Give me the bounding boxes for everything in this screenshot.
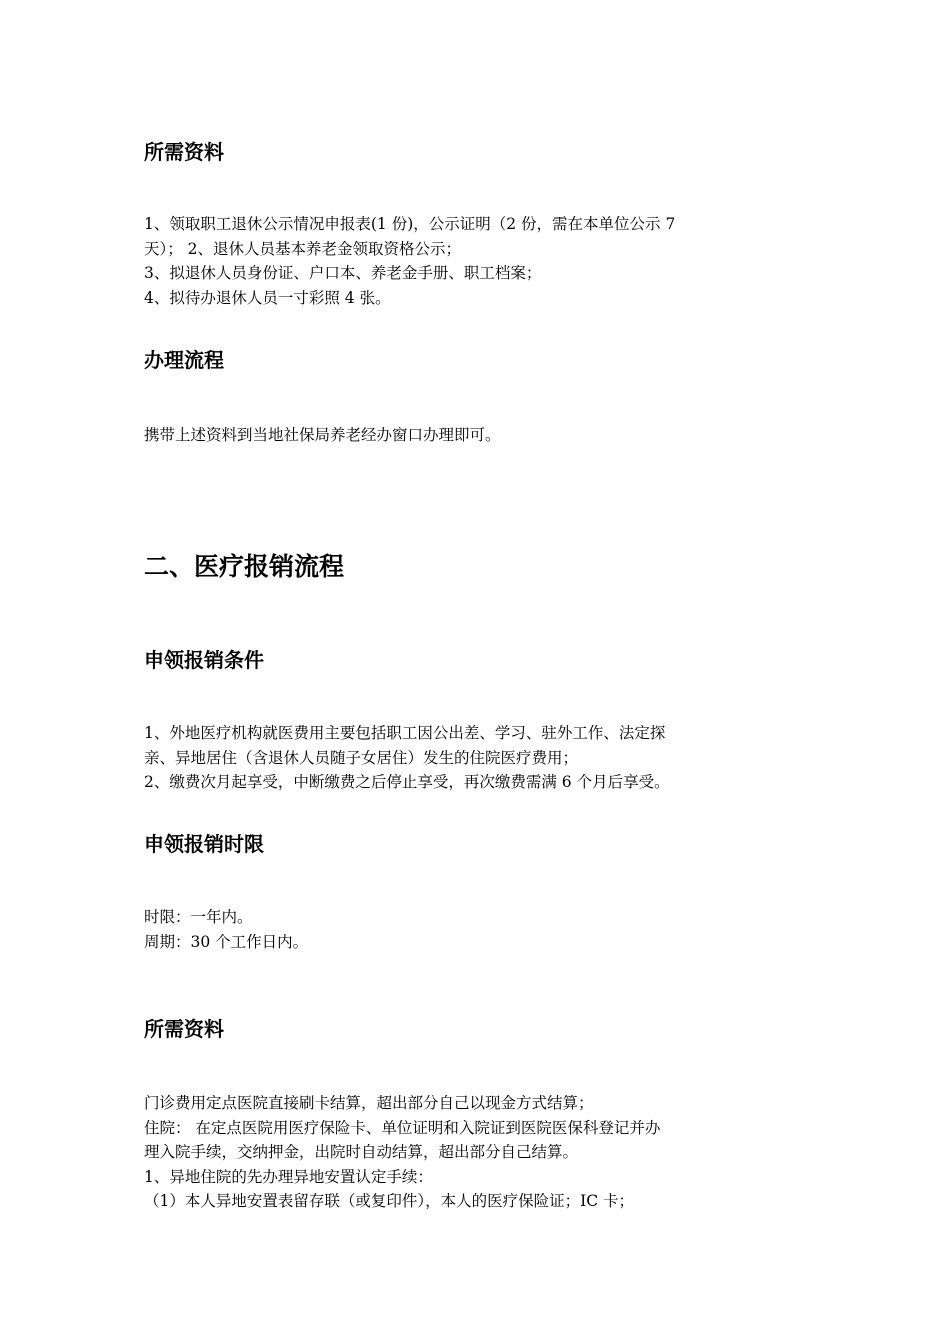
conditions-line: 1、外地医疗机构就医费用主要包括职工因公出差、学习、驻外工作、法定探 <box>144 724 666 742</box>
materials-line: 天）； 2、退休人员基本养老金领取资格公示； <box>144 239 462 258</box>
materials-list-1 <box>144 212 814 310</box>
process-line: 携带上述资料到当地社保局养老经办窗口办理即可。 <box>144 426 501 444</box>
process-heading: 办理流程 <box>144 348 224 372</box>
time-line: 周期：30 个工作日内。 <box>144 932 309 951</box>
materials-heading-2: 所需资料 <box>144 1017 224 1041</box>
materials-line: 理入院手续，交纳押金，出院时自动结算，超出部分自己结算。 <box>144 1143 579 1161</box>
time-line: 时限：一年内。 <box>144 908 253 926</box>
materials-line: 1、领取职工退休公示情况申报表(1 份)，公示证明（2 份，需在本单位公示 7 <box>144 215 676 233</box>
materials-line: 1、异地住院的先办理异地安置认定手续： <box>144 1167 433 1186</box>
section2-title: 二、医疗报销流程 <box>144 552 345 581</box>
conditions-line: 2、缴费次月起享受，中断缴费之后停止享受，再次缴费需满 6 个月后享受。 <box>144 773 670 791</box>
materials-line: 门诊费用定点医院直接刷卡结算，超出部分自己以现金方式结算； <box>144 1094 594 1112</box>
materials-line: 4、拟待办退休人员一寸彩照 4 张。 <box>144 288 391 307</box>
time-list <box>144 905 814 954</box>
materials-line: 3、拟退休人员身份证、户口本、养老金手册、职工档案； <box>144 264 542 282</box>
conditions-list <box>144 721 814 795</box>
materials-list-2 <box>144 1091 814 1214</box>
time-heading: 申领报销时限 <box>144 832 264 856</box>
materials-line: 住院： 在定点医院用医疗保险卡、单位证明和入院证到医院医保科登记并办 <box>144 1118 661 1137</box>
process-text <box>144 423 814 448</box>
materials-heading-1: 所需资料 <box>144 140 224 164</box>
conditions-heading: 申领报销条件 <box>144 648 264 672</box>
conditions-line: 亲、异地居住（含退休人员随子女居住）发生的住院医疗费用； <box>144 748 579 767</box>
materials-line: （1）本人异地安置表留存联（或复印件），本人的医疗保险证；IC 卡； <box>144 1192 635 1210</box>
